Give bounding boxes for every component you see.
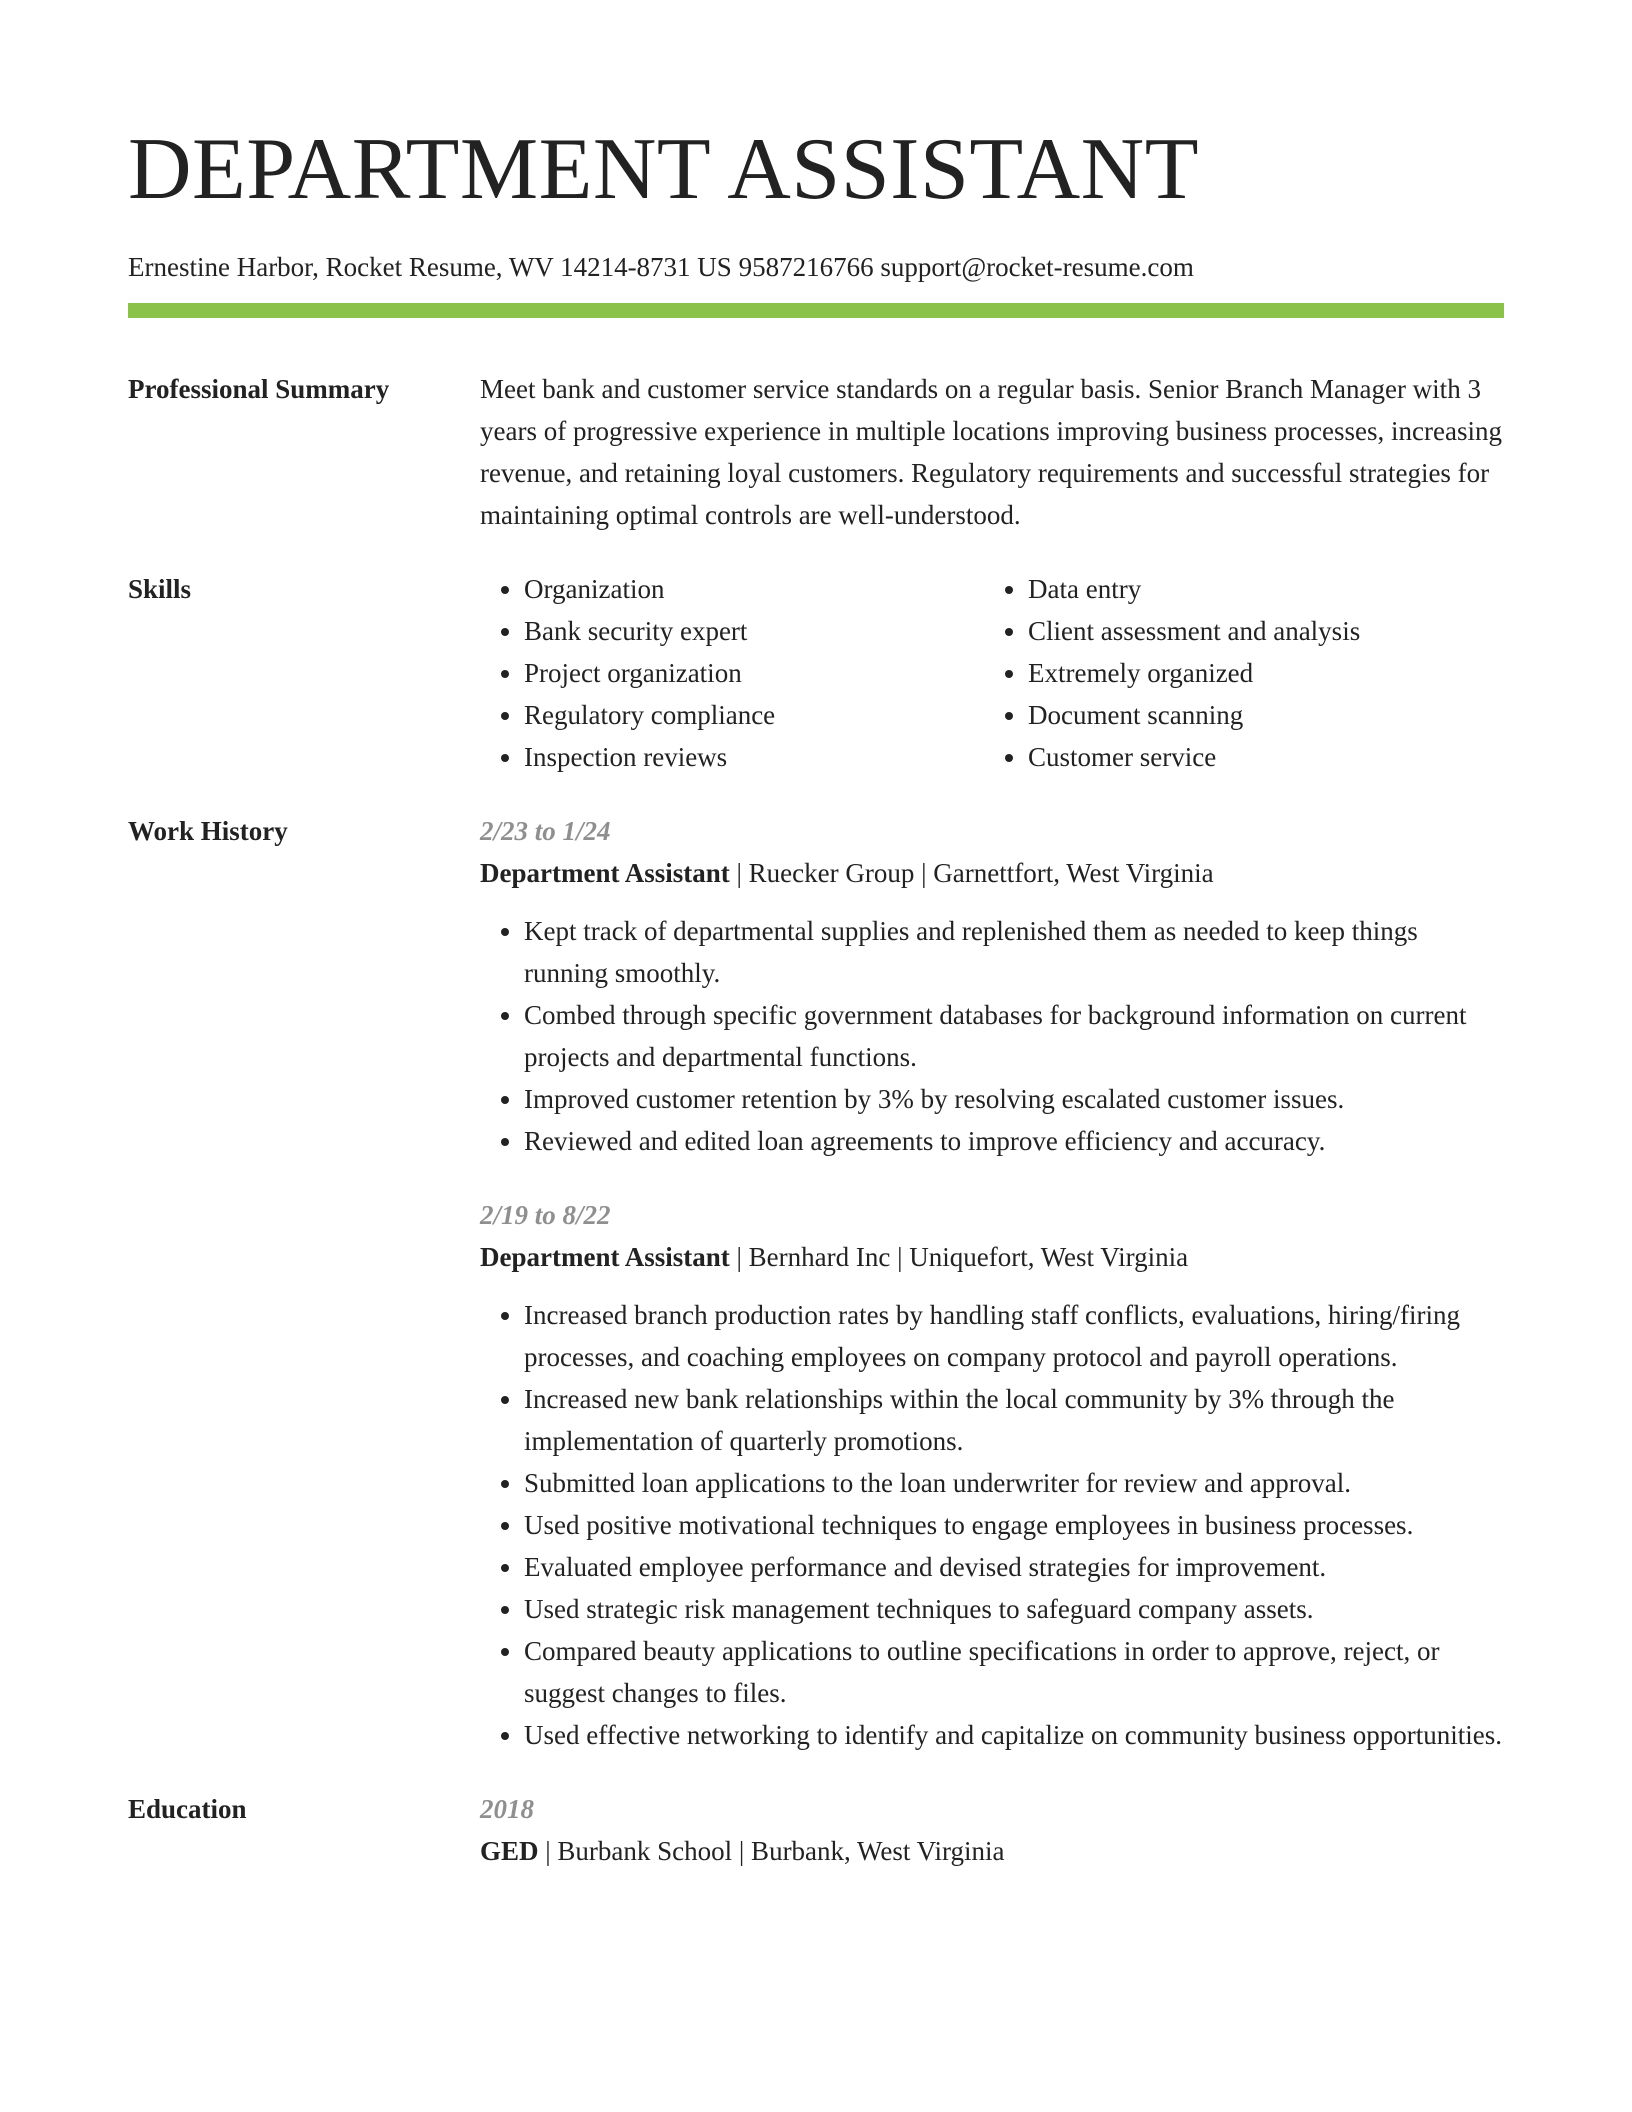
accent-divider: [128, 303, 1504, 318]
work-history-section: [128, 810, 1504, 1756]
skill-item: • Bank security expert: [524, 610, 984, 652]
job-duty: • Reviewed and edited loan agreements to improve efficiency and accuracy.: [524, 1120, 1504, 1162]
summary-heading: Professional Summary: [128, 374, 390, 404]
job-duty: • Used strategic risk management techniques to safeguard company assets.: [524, 1588, 1504, 1630]
job-duty: • Used effective networking to identify and capitalize on community business opportunities.: [524, 1714, 1504, 1756]
skills-columns: [480, 568, 1504, 778]
job-duty: • Submitted loan applications to the loan underwriter for review and approval.: [524, 1462, 1504, 1504]
job-dates: 2/19 to 8/22: [480, 1200, 611, 1230]
skill-item: • Extremely organized: [1028, 652, 1488, 694]
job-employer-location: | Bernhard Inc | Uniquefort, West Virginia: [729, 1242, 1189, 1272]
skills-section: [128, 568, 1504, 778]
work-history-heading: Work History: [128, 816, 288, 846]
job-dates: 2/23 to 1/24: [480, 816, 611, 846]
job-employer-location: | Ruecker Group | Garnettfort, West Virginia: [729, 858, 1214, 888]
skill-item: • Data entry: [1028, 568, 1488, 610]
skills-list-right: [984, 568, 1488, 778]
skill-item: • Document scanning: [1028, 694, 1488, 736]
job-title: Department Assistant: [480, 1242, 730, 1272]
skill-item: • Organization: [524, 568, 984, 610]
job-duty: • Increased new bank relationships within the local community by 3% through the implementation of quarterly promotions.: [524, 1378, 1504, 1462]
education-body: [480, 1788, 1504, 1872]
job-duties-list: [480, 1294, 1504, 1756]
education-heading-line: [480, 1830, 1504, 1872]
job-duty: • Improved customer retention by 3% by resolving escalated customer issues.: [524, 1078, 1504, 1120]
summary-text: Meet bank and customer service standards on a regular basis. Senior Branch Manager with 3 years of progressive experience in multiple locations improving business processes, increasing revenue, and retaining loyal customers. Regulatory requirements and successful strategies for maintaining optimal controls are well-understood.: [480, 374, 1502, 530]
job-duties-list: [480, 910, 1504, 1162]
job-heading: [480, 1236, 1504, 1278]
job-heading: [480, 852, 1504, 894]
education-heading: Education: [128, 1794, 247, 1824]
job-duty: • Evaluated employee performance and devised strategies for improvement.: [524, 1546, 1504, 1588]
education-degree: GED: [480, 1836, 539, 1866]
resume-title: DEPARTMENT ASSISTANT: [128, 121, 1199, 218]
skill-item: • Inspection reviews: [524, 736, 984, 778]
skill-item: • Project organization: [524, 652, 984, 694]
contact-line: Ernestine Harbor, Rocket Resume, WV 14214-8731 US 9587216766 support@rocket-resume.com: [128, 252, 1194, 282]
job-duty: • Used positive motivational techniques to engage employees in business processes.: [524, 1504, 1504, 1546]
skill-item: • Customer service: [1028, 736, 1488, 778]
job-duty: • Increased branch production rates by handling staff conflicts, evaluations, hiring/firing processes, and coaching employees on company protocol and payroll operations.: [524, 1294, 1504, 1378]
education-school-location: | Burbank School | Burbank, West Virginia: [538, 1836, 1005, 1866]
education-section: [128, 1788, 1504, 1872]
skill-item: • Regulatory compliance: [524, 694, 984, 736]
education-year: 2018: [480, 1794, 534, 1824]
resume-page: [128, 0, 1504, 1872]
job-entry: [480, 810, 1504, 1162]
job-entry: [480, 1194, 1504, 1756]
job-duty: • Compared beauty applications to outline specifications in order to approve, reject, or suggest changes to files.: [524, 1630, 1504, 1714]
job-duty: • Kept track of departmental supplies and replenished them as needed to keep things running smoothly.: [524, 910, 1504, 994]
skills-list-left: [480, 568, 984, 778]
skills-heading: Skills: [128, 574, 192, 604]
job-title: Department Assistant: [480, 858, 730, 888]
job-duty: • Combed through specific government databases for background information on current projects and departmental functions.: [524, 994, 1504, 1078]
work-history-body: [480, 810, 1504, 1756]
skill-item: • Client assessment and analysis: [1028, 610, 1488, 652]
summary-section: [128, 368, 1504, 536]
